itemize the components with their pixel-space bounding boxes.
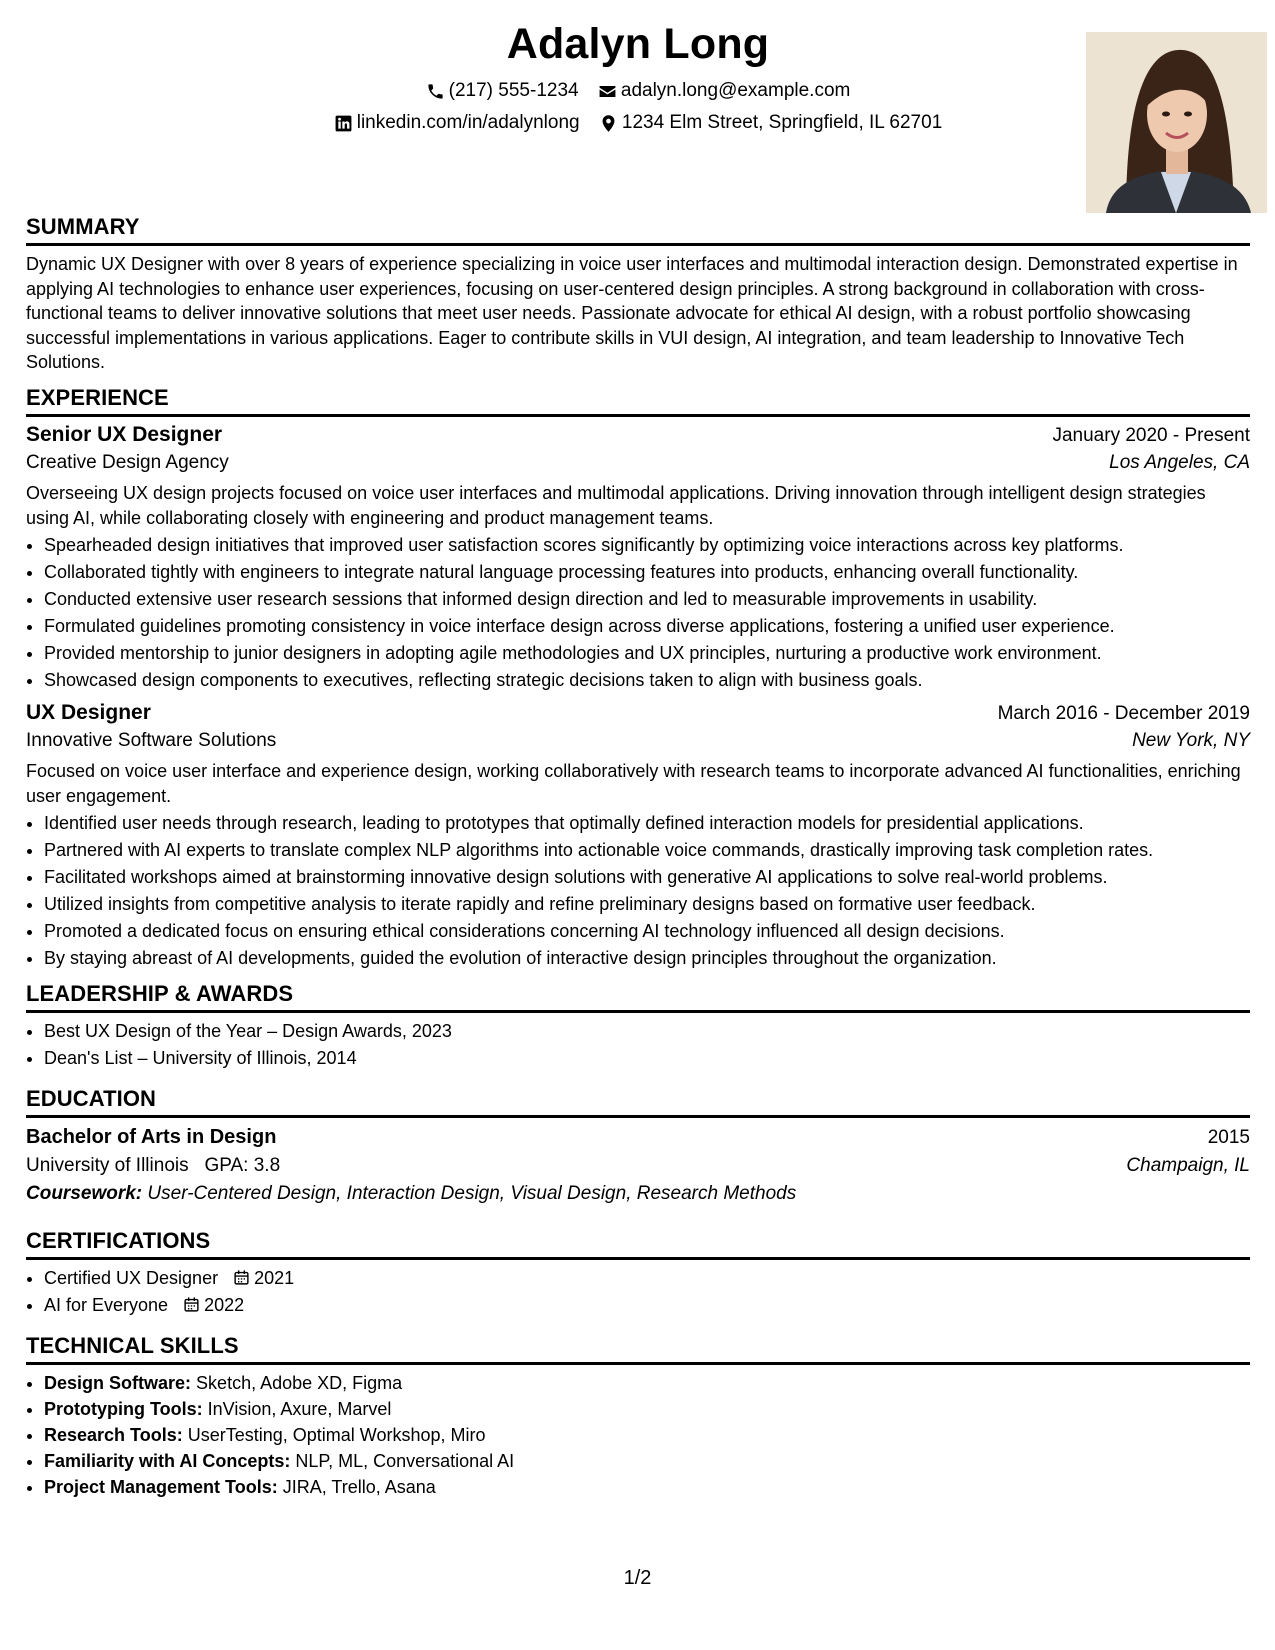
skill-label: Familiarity with AI Concepts: <box>44 1451 291 1471</box>
job-bullets <box>26 532 1250 694</box>
list-item <box>44 1396 1250 1422</box>
list-item: • Partnered with AI experts to translate complex NLP algorithms into actionable voice commands, drastically improving task completion rates. <box>44 837 1250 864</box>
school-name: University of Illinois <box>26 1155 189 1176</box>
envelope-icon <box>598 82 617 101</box>
job-description: Overseeing UX design projects focused on voice user interfaces and multimodal applications. Driving innovation through intelligent design strategies using AI, while collaborating closely with engineering and product management teams. <box>26 483 1206 528</box>
list-item <box>44 1265 1250 1292</box>
list-item: • By staying abreast of AI developments, guided the evolution of interactive design principles throughout the organization. <box>44 945 1250 972</box>
graduation-year: 2015 <box>1207 1127 1250 1148</box>
map-pin-icon <box>599 114 618 133</box>
job-bullets <box>26 810 1250 972</box>
contact-row-1 <box>26 80 1250 107</box>
job-company: Creative Design Agency <box>26 452 229 473</box>
certification-year: 2022 <box>204 1295 245 1315</box>
certification-name: Certified UX Designer <box>44 1268 219 1288</box>
job-description: Focused on voice user interface and experience design, working collaboratively with research teams to incorporate advanced AI functionalities, enriching user engagement. <box>26 761 1241 806</box>
email-contact[interactable] <box>598 80 850 102</box>
linkedin-text: linkedin.com/in/adalynlong <box>356 112 580 133</box>
list-item <box>44 1292 1250 1319</box>
job-org-row <box>26 452 1250 474</box>
profile-photo <box>1086 32 1267 213</box>
list-item: • Showcased design components to executives, reflecting strategic decisions taken to align with business goals. <box>44 667 1250 694</box>
job-title: Senior UX Designer <box>26 423 223 446</box>
contact-row-2 <box>26 112 1250 139</box>
list-item: • Dean's List – University of Illinois, 2014 <box>44 1045 1250 1072</box>
degree-name: Bachelor of Arts in Design <box>26 1126 277 1148</box>
education-section <box>26 1086 1250 1205</box>
skill-value: InVision, Axure, Marvel <box>207 1399 392 1419</box>
certifications-list <box>26 1265 1250 1319</box>
skill-value: JIRA, Trello, Asana <box>282 1477 436 1497</box>
coursework-label: Coursework: <box>26 1183 143 1204</box>
section-title-awards: LEADERSHIP & AWARDS <box>26 981 1250 1013</box>
section-title-certifications: CERTIFICATIONS <box>26 1228 1250 1260</box>
certification-name: AI for Everyone <box>44 1295 169 1315</box>
job-header-row <box>26 701 1250 725</box>
list-item: • Conducted extensive user research sessions that informed design direction and led to measurable improvements in usability. <box>44 586 1250 613</box>
section-title-skills: TECHNICAL SKILLS <box>26 1333 1250 1365</box>
skills-list <box>26 1370 1250 1500</box>
section-title-summary: SUMMARY <box>26 214 1250 246</box>
job-location: Los Angeles, CA <box>1109 452 1250 473</box>
list-item: • Identified user needs through research, leading to prototypes that optimally defined interaction models for presidential applications. <box>44 810 1250 837</box>
list-item: • Collaborated tightly with engineers to integrate natural language processing features into products, enhancing overall functionality. <box>44 559 1250 586</box>
list-item <box>44 1474 1250 1500</box>
list-item: • Formulated guidelines promoting consistency in voice interface design across diverse applications, fostering a unified user experience. <box>44 613 1250 640</box>
gpa-text: GPA: 3.8 <box>204 1155 281 1176</box>
linkedin-icon <box>334 114 353 133</box>
page-number: 1/2 <box>623 1567 652 1589</box>
skill-label: Design Software: <box>44 1373 192 1393</box>
address-contact <box>599 112 942 134</box>
school-info <box>26 1155 280 1177</box>
list-item: • Facilitated workshops aimed at brainstorming innovative design solutions with generative AI applications to solve real-world problems. <box>44 864 1250 891</box>
job-org-row <box>26 730 1250 752</box>
awards-section <box>26 981 1250 1072</box>
certification-year: 2021 <box>254 1268 295 1288</box>
summary-text: Dynamic UX Designer with over 8 years of experience specializing in voice user interfaces and multimodal interaction design. Demonstrated expertise in applying AI technologies to enhance user experiences, focusing on user-centered design principles. A strong background in collaboration with cross-functional teams to deliver innovative solutions that meet user needs. Passionate advocate for ethical AI design, with a robust portfolio showcasing successful implementations in various applications. Eager to contribute skills in VUI design, AI integration, and team leadership to Innovative Tech Solutions. <box>26 254 1238 372</box>
resume-header <box>26 0 1250 214</box>
section-title-experience: EXPERIENCE <box>26 385 1250 417</box>
job-company: Innovative Software Solutions <box>26 730 277 751</box>
skill-value: UserTesting, Optimal Workshop, Miro <box>187 1425 486 1445</box>
job-entry <box>26 423 1250 694</box>
list-item <box>44 1422 1250 1448</box>
summary-section <box>26 214 1250 375</box>
job-entry <box>26 701 1250 972</box>
resume-page <box>26 0 1250 1650</box>
skill-value: NLP, ML, Conversational AI <box>295 1451 515 1471</box>
candidate-name: Adalyn Long <box>506 20 770 68</box>
skill-value: Sketch, Adobe XD, Figma <box>196 1373 403 1393</box>
experience-section <box>26 385 1250 972</box>
awards-list <box>26 1018 1250 1072</box>
list-item <box>44 1448 1250 1474</box>
phone-contact[interactable] <box>426 80 579 102</box>
section-title-education: EDUCATION <box>26 1086 1250 1118</box>
job-title: UX Designer <box>26 701 151 724</box>
address-text: 1234 Elm Street, Springfield, IL 62701 <box>621 112 943 133</box>
job-dates: March 2016 - December 2019 <box>997 703 1250 724</box>
list-item: • Best UX Design of the Year – Design Awards, 2023 <box>44 1018 1250 1045</box>
coursework-row <box>26 1183 1250 1205</box>
phone-icon <box>426 82 445 101</box>
degree-row <box>26 1126 1250 1149</box>
list-item: • Provided mentorship to junior designers in adopting agile methodologies and UX principles, nurturing a productive work environment. <box>44 640 1250 667</box>
skill-label: Research Tools: <box>44 1425 183 1445</box>
job-location: New York, NY <box>1132 730 1250 751</box>
coursework-text: User-Centered Design, Interaction Design, Visual Design, Research Methods <box>147 1183 797 1204</box>
skill-label: Project Management Tools: <box>44 1477 278 1497</box>
school-row <box>26 1155 1250 1177</box>
job-header-row <box>26 423 1250 447</box>
email-text: adalyn.long@example.com <box>620 80 851 101</box>
school-location: Champaign, IL <box>1126 1155 1250 1176</box>
list-item <box>44 1370 1250 1396</box>
calendar-icon <box>233 1269 250 1286</box>
skill-label: Prototyping Tools: <box>44 1399 203 1419</box>
calendar-icon <box>183 1296 200 1313</box>
skills-section <box>26 1333 1250 1500</box>
certifications-section <box>26 1228 1250 1319</box>
list-item: • Promoted a dedicated focus on ensuring ethical considerations concerning AI technology influenced all design decisions. <box>44 918 1250 945</box>
phone-text: (217) 555-1234 <box>448 80 579 101</box>
list-item: • Spearheaded design initiatives that improved user satisfaction scores significantly by optimizing voice interactions across key platforms. <box>44 532 1250 559</box>
linkedin-contact[interactable] <box>334 112 580 134</box>
list-item: • Utilized insights from competitive analysis to iterate rapidly and refine preliminary designs based on formative user feedback. <box>44 891 1250 918</box>
job-dates: January 2020 - Present <box>1052 425 1250 446</box>
portrait-illustration <box>1086 32 1267 213</box>
